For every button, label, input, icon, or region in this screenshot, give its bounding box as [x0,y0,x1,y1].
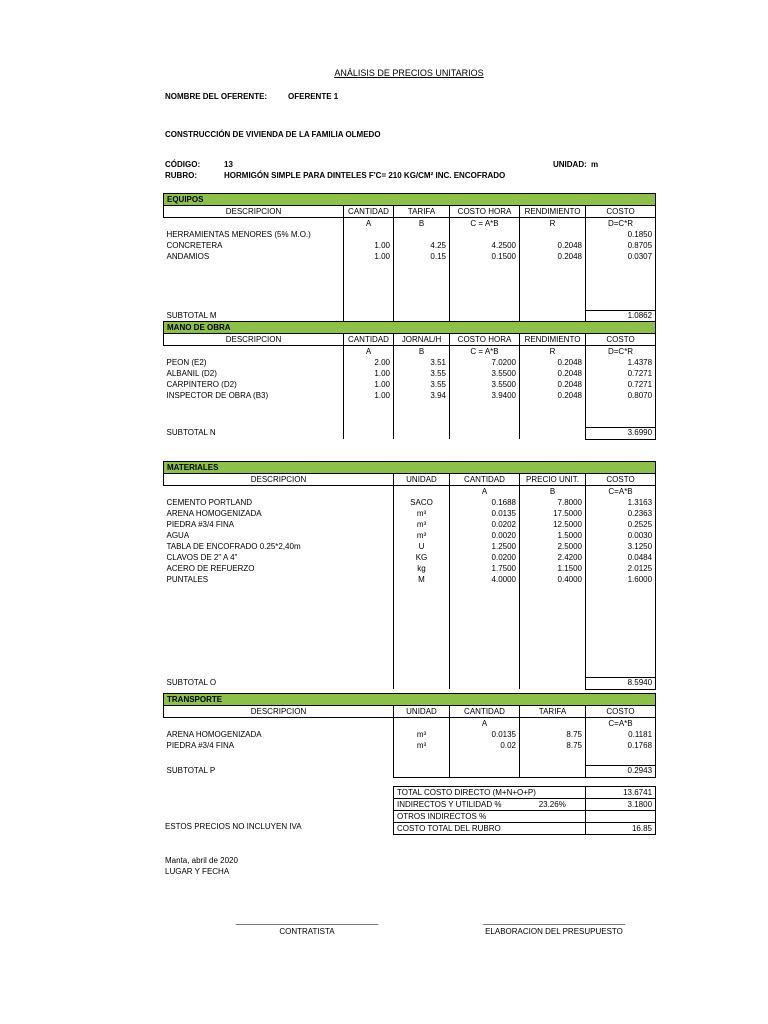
row-desc: AGUA [166,530,190,540]
col-header: COSTO HORA [450,206,520,218]
row-desc: PIEDRA #3/4 FINA [166,740,235,750]
row-d: 0.1850 [586,229,656,240]
col-header: DESCRIPCION [164,474,394,486]
row-a: 0.0135 [450,508,520,519]
col-header: CANTIDAD [450,474,520,486]
table-row [164,357,656,368]
iva-note: ESTOS PRECIOS NO INCLUYEN IVA [165,822,302,831]
row-d: 0.8070 [586,390,656,401]
row-b [394,229,450,240]
col-header: COSTO [586,206,656,218]
otros-indirectos-value [586,811,656,823]
project-name: CONSTRUCCIÓN DE VIVIENDA DE LA FAMILIA OLMEDO [165,130,381,139]
col-sub: C=A*B [586,718,656,730]
row-r [520,229,586,240]
col-sub: D=C*R [586,346,656,358]
row-c: 0.0030 [586,530,656,541]
row-desc: ARENA HOMOGENIZADA [166,729,262,739]
row-a: 1.00 [344,368,394,379]
row-b: 7.8000 [520,497,586,508]
row-b: 0.15 [394,251,450,262]
row-unit: m³ [394,530,450,541]
indirectos-value: 3.1800 [586,799,656,811]
row-c: 3.5500 [450,379,520,390]
row-a: 0.02 [450,740,520,751]
subtotal-label: SUBTOTAL O [166,678,217,687]
row-b: 3.94 [394,390,450,401]
total-directo-value: 13.6741 [586,787,656,799]
table-row [164,552,656,563]
rubro-value: HORMIGÓN SIMPLE PARA DINTELES F'C= 210 KG/CM² INC. ENCOFRADO [224,171,506,180]
subtotal-label: SUBTOTAL P [166,766,216,775]
rubro-label: RUBRO: [165,171,197,180]
row-c: 7.0200 [450,357,520,368]
row-d: 0.7271 [586,379,656,390]
row-b: 1.1500 [520,563,586,574]
col-header: RENDIMIENTO [520,334,586,346]
row-c: 4.2500 [450,240,520,251]
row-unit: U [394,541,450,552]
table-row [164,729,656,740]
row-c: 0.0484 [586,552,656,563]
row-b: 12.5000 [520,519,586,530]
row-c: 0.2363 [586,508,656,519]
row-unit: KG [394,552,450,563]
subtotal-value: 3.6990 [586,427,656,439]
col-header: COSTO [586,474,656,486]
row-r: 0.2048 [520,379,586,390]
row-b: 3.51 [394,357,450,368]
row-unit: m³ [394,729,450,740]
total-directo-label: TOTAL COSTO DIRECTO (M+N+O+P) [394,787,586,799]
row-unit: kg [394,563,450,574]
row-a: 1.7500 [450,563,520,574]
subtotal-label: SUBTOTAL M [166,311,217,320]
row-a: 4.0000 [450,574,520,585]
col-sub: A [344,218,394,230]
row-desc: INSPECTOR DE OBRA (B3) [166,390,269,400]
col-header: JORNAL/H [394,334,450,346]
section-title-mano-obra: MANO DE OBRA [164,322,656,334]
row-a: 1.00 [344,240,394,251]
row-desc: PUNTALES [166,574,209,584]
col-sub: R [520,218,586,230]
signature-line-contratista: ________________________________ [235,916,379,925]
row-c: 0.2525 [586,519,656,530]
row-a: 0.0020 [450,530,520,541]
col-sub: A [450,718,520,730]
row-unit: SACO [394,497,450,508]
row-desc: ARENA HOMOGENIZADA [166,508,262,518]
row-r: 0.2048 [520,390,586,401]
col-sub: R [520,346,586,358]
col-header: UNIDAD [394,474,450,486]
materiales-table [163,461,656,690]
row-b: 0.4000 [520,574,586,585]
codigo-label: CÓDIGO: [165,160,201,169]
col-header: CANTIDAD [450,706,520,718]
table-row [164,519,656,530]
row-b: 3.55 [394,368,450,379]
equipos-table [163,193,656,323]
row-c: 0.1181 [586,729,656,740]
oferente-label: NOMBRE DEL OFERENTE: [165,92,268,101]
col-header: TARIFA [520,706,586,718]
row-c: 0.1768 [586,740,656,751]
row-b: 8.75 [520,729,586,740]
table-row [164,574,656,585]
row-c: 2.0125 [586,563,656,574]
otros-indirectos-label: OTROS INDIRECTOS % [394,811,586,823]
row-unit: M [394,574,450,585]
row-unit: m³ [394,519,450,530]
mano-obra-table [163,321,656,440]
row-desc: CONCRETERA [166,240,223,250]
row-a: 2.00 [344,357,394,368]
table-row [164,240,656,251]
row-b: 3.55 [394,379,450,390]
table-row [164,740,656,751]
codigo-value: 13 [224,160,233,169]
row-r: 0.2048 [520,357,586,368]
col-sub: A [450,486,520,498]
unidad-value: m [591,160,599,169]
totals-table [393,786,656,835]
col-header: TARIFA [394,206,450,218]
row-c: 3.1250 [586,541,656,552]
row-a: 0.0202 [450,519,520,530]
col-header: DESCRIPCION [164,706,394,718]
row-r: 0.2048 [520,251,586,262]
col-sub: B [394,346,450,358]
col-header: CANTIDAD [344,334,394,346]
col-header: UNIDAD [394,706,450,718]
row-a: 0.0135 [450,729,520,740]
col-sub: C = A*B [450,346,520,358]
table-row [164,508,656,519]
row-a: 0.1688 [450,497,520,508]
section-title-equipos: EQUIPOS [164,194,656,206]
table-row [164,368,656,379]
table-row [164,541,656,552]
table-row [164,229,656,240]
indirectos-label: INDIRECTOS Y UTILIDAD % [394,799,520,811]
row-d: 1.4378 [586,357,656,368]
row-desc: PEON (E2) [166,357,207,367]
row-a: 1.00 [344,379,394,390]
row-desc: PIEDRA #3/4 FINA [166,519,235,529]
col-header: COSTO [586,334,656,346]
row-c: 3.9400 [450,390,520,401]
col-sub: A [344,346,394,358]
section-title-materiales: MATERIALES [164,462,656,474]
row-unit: m³ [394,740,450,751]
row-desc: TABLA DE ENCOFRADO 0.25*2,40m [166,541,301,551]
row-b: 2.5000 [520,541,586,552]
table-row [164,530,656,541]
indirectos-pct: 23.26% [520,799,586,811]
row-a [344,229,394,240]
row-desc: HERRAMIENTAS MENORES (5% M.O.) [166,229,311,239]
row-c: 1.3163 [586,497,656,508]
row-c [450,229,520,240]
col-sub: B [520,486,586,498]
col-sub: C=A*B [586,486,656,498]
lugar-fecha-label: LUGAR Y FECHA [165,867,230,876]
row-a: 1.00 [344,390,394,401]
table-row [164,251,656,262]
row-r: 0.2048 [520,368,586,379]
col-header: CANTIDAD [344,206,394,218]
row-b: 4.25 [394,240,450,251]
unidad-label: UNIDAD: [553,160,587,169]
page-title: ANÁLISIS DE PRECIOS UNITARIOS [334,68,484,78]
subtotal-value: 8.5940 [586,677,656,689]
row-desc: CEMENTO PORTLAND [166,497,252,507]
row-a: 1.2500 [450,541,520,552]
section-title-transporte: TRANSPORTE [164,694,656,706]
row-desc: ANDAMIOS [166,251,210,261]
lugar-fecha-value: Manta, abril de 2020 [165,856,238,865]
transporte-table [163,693,656,778]
table-row [164,390,656,401]
col-header: RENDIMIENTO [520,206,586,218]
row-b: 2.4200 [520,552,586,563]
row-desc: CARPINTERO (D2) [166,379,237,389]
row-desc: CLAVOS DE 2" A 4" [166,552,238,562]
col-sub: B [394,218,450,230]
row-d: 0.7271 [586,368,656,379]
oferente-value: OFERENTE 1 [288,92,339,101]
table-row [164,497,656,508]
col-header: DESCRIPCION [164,206,344,218]
col-header: COSTO HORA [450,334,520,346]
row-desc: ALBANIL (D2) [166,368,217,378]
row-d: 0.0307 [586,251,656,262]
subtotal-label: SUBTOTAL N [166,428,216,437]
row-b: 17.5000 [520,508,586,519]
row-c: 0.1500 [450,251,520,262]
row-b: 1.5000 [520,530,586,541]
col-sub: D=C*R [586,218,656,230]
table-row [164,563,656,574]
col-header: COSTO [586,706,656,718]
col-sub: C = A*B [450,218,520,230]
row-r: 0.2048 [520,240,586,251]
subtotal-value: 1.0862 [586,310,656,322]
row-d: 0.8705 [586,240,656,251]
row-b: 8.75 [520,740,586,751]
col-header: PRECIO UNIT. [520,474,586,486]
signature-label-contratista: CONTRATISTA [279,927,335,936]
row-c: 3.5500 [450,368,520,379]
row-a: 0.0200 [450,552,520,563]
costo-total-value: 16.85 [586,823,656,835]
signature-label-presupuesto: ELABORACION DEL PRESUPUESTO [485,927,623,936]
row-desc: ACERO DE REFUERZO [166,563,255,573]
subtotal-value: 0.2943 [586,765,656,777]
col-header: DESCRIPCION [164,334,344,346]
signature-line-presupuesto: ________________________________ [482,916,626,925]
row-unit: m³ [394,508,450,519]
row-a: 1.00 [344,251,394,262]
costo-total-label: COSTO TOTAL DEL RUBRO [394,823,586,835]
row-c: 1.6000 [586,574,656,585]
table-row [164,379,656,390]
